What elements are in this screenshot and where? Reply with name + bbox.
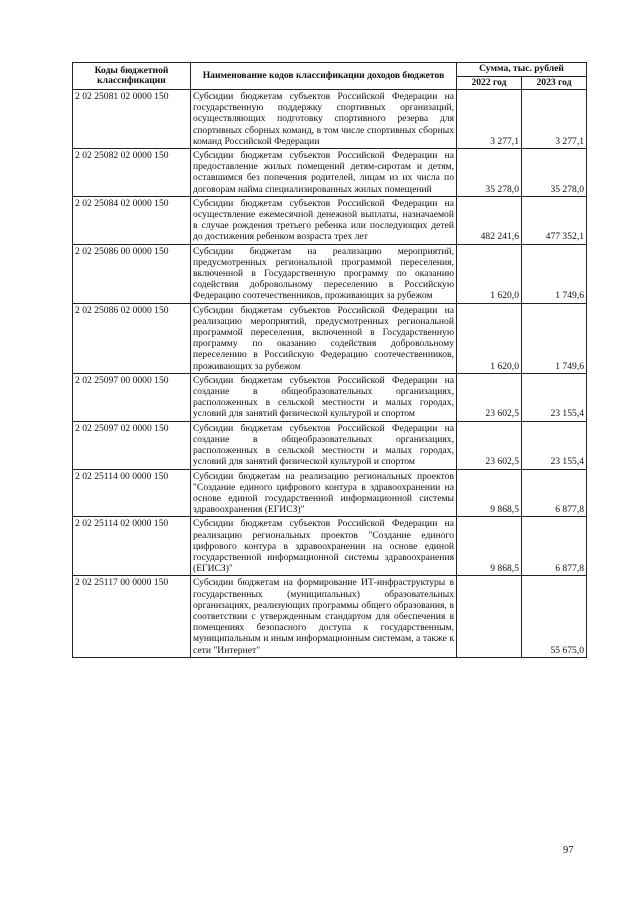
row-2023: 55 675,0 xyxy=(522,576,587,657)
row-name: Субсидии бюджетам на реализацию региональных проектов "Создание единого цифрового контура в здравоохранении на основе единой государственной информационной системы здравоохранения (ЕГИСЗ)" xyxy=(191,469,457,517)
row-2023: 23 155,4 xyxy=(522,421,587,469)
row-code: 2 02 25097 00 0000 150 xyxy=(73,373,191,421)
table-row xyxy=(73,303,587,373)
header-sum: Сумма, тыс. рублей xyxy=(457,63,587,77)
budget-table xyxy=(72,62,587,658)
row-name: Субсидии бюджетам субъектов Российской Федерации на создание в общеобразовательных организациях, расположенных в сельской местности и малых городах, условий для занятий физической культурой и спортом xyxy=(191,373,457,421)
table-row xyxy=(73,421,587,469)
row-code: 2 02 25084 02 0000 150 xyxy=(73,196,191,244)
row-name: Субсидии бюджетам субъектов Российской Федерации на предоставление жилых помещений детям-сиротам и детям, оставшимся без попечения родителей, лицам из их числа по договорам найма специализированных жилых помещений xyxy=(191,149,457,197)
header-2022: 2022 год xyxy=(457,76,522,90)
header-name: Наименование кодов классификации доходов бюджетов xyxy=(191,63,457,90)
row-2023: 3 277,1 xyxy=(522,90,587,149)
row-2023: 1 749,6 xyxy=(522,303,587,373)
row-2022: 3 277,1 xyxy=(457,90,522,149)
row-code: 2 02 25086 02 0000 150 xyxy=(73,303,191,373)
table-row xyxy=(73,517,587,576)
header-row xyxy=(73,63,587,77)
table-row xyxy=(73,149,587,197)
table-row xyxy=(73,90,587,149)
row-code: 2 02 25097 02 0000 150 xyxy=(73,421,191,469)
row-name: Субсидии бюджетам субъектов Российской Федерации на осуществление ежемесячной денежной выплаты, назначаемой в случае рождения третьего ребенка или последующих детей до достижения ребенком возраста трех лет xyxy=(191,196,457,244)
row-2022: 482 241,6 xyxy=(457,196,522,244)
row-2022: 1 620,0 xyxy=(457,303,522,373)
row-2022: 9 868,5 xyxy=(457,517,522,576)
row-2022: 23 602,5 xyxy=(457,373,522,421)
table-row xyxy=(73,196,587,244)
row-2023: 477 352,1 xyxy=(522,196,587,244)
row-code: 2 02 25081 02 0000 150 xyxy=(73,90,191,149)
table-row xyxy=(73,244,587,303)
table-row xyxy=(73,576,587,657)
row-2022: 9 868,5 xyxy=(457,469,522,517)
row-name: Субсидии бюджетам субъектов Российской Федерации на государственную поддержку спортивных организаций, осуществляющих подготовку спортивного резерва для спортивных сборных команд, в том числе спортивных сборных команд Российской Федерации xyxy=(191,90,457,149)
row-2022 xyxy=(457,576,522,657)
row-2022: 35 278,0 xyxy=(457,149,522,197)
row-code: 2 02 25086 00 0000 150 xyxy=(73,244,191,303)
row-name: Субсидии бюджетам на реализацию мероприятий, предусмотренных региональной программой переселения, включенной в Государственную программу по оказанию содействия добровольному переселению в Российскую Федерацию соотечественников, проживающих за рубежом xyxy=(191,244,457,303)
row-code: 2 02 25117 00 0000 150 xyxy=(73,576,191,657)
header-2023: 2023 год xyxy=(522,76,587,90)
row-code: 2 02 25114 00 0000 150 xyxy=(73,469,191,517)
row-name: Субсидии бюджетам субъектов Российской Федерации на реализацию мероприятий, предусмотренных региональной программой переселения, включенной в Государственную программу по оказанию содействия добровольному переселению в Российскую Федерацию соотечественников, проживающих за рубежом xyxy=(191,303,457,373)
row-2022: 23 602,5 xyxy=(457,421,522,469)
row-2023: 6 877,8 xyxy=(522,517,587,576)
row-2023: 1 749,6 xyxy=(522,244,587,303)
row-name: Субсидии бюджетам на формирование ИТ-инфраструктуры в государственных (муниципальных) образовательных организациях, реализующих программы общего образования, в соответствии с утвержденным стандартом для обеспечения в помещениях безопасного доступа к государственным, муниципальным и иным информационным системам, а также к сети "Интернет" xyxy=(191,576,457,657)
row-2023: 23 155,4 xyxy=(522,373,587,421)
table-row xyxy=(73,373,587,421)
row-2023: 35 278,0 xyxy=(522,149,587,197)
header-codes: Коды бюджетной классификации xyxy=(73,63,191,90)
row-name: Субсидии бюджетам субъектов Российской Федерации на реализацию региональных проектов "Создание единого цифрового контура в здравоохранении на основе единой государственной информационной системы здравоохранения (ЕГИСЗ)" xyxy=(191,517,457,576)
row-code: 2 02 25082 02 0000 150 xyxy=(73,149,191,197)
table-row xyxy=(73,469,587,517)
row-name: Субсидии бюджетам субъектов Российской Федерации на создание в общеобразовательных организациях, расположенных в сельской местности и малых городах, условий для занятий физической культурой и спортом xyxy=(191,421,457,469)
row-2022: 1 620,0 xyxy=(457,244,522,303)
row-code: 2 02 25114 02 0000 150 xyxy=(73,517,191,576)
row-2023: 6 877,8 xyxy=(522,469,587,517)
page-number: 97 xyxy=(563,845,574,856)
